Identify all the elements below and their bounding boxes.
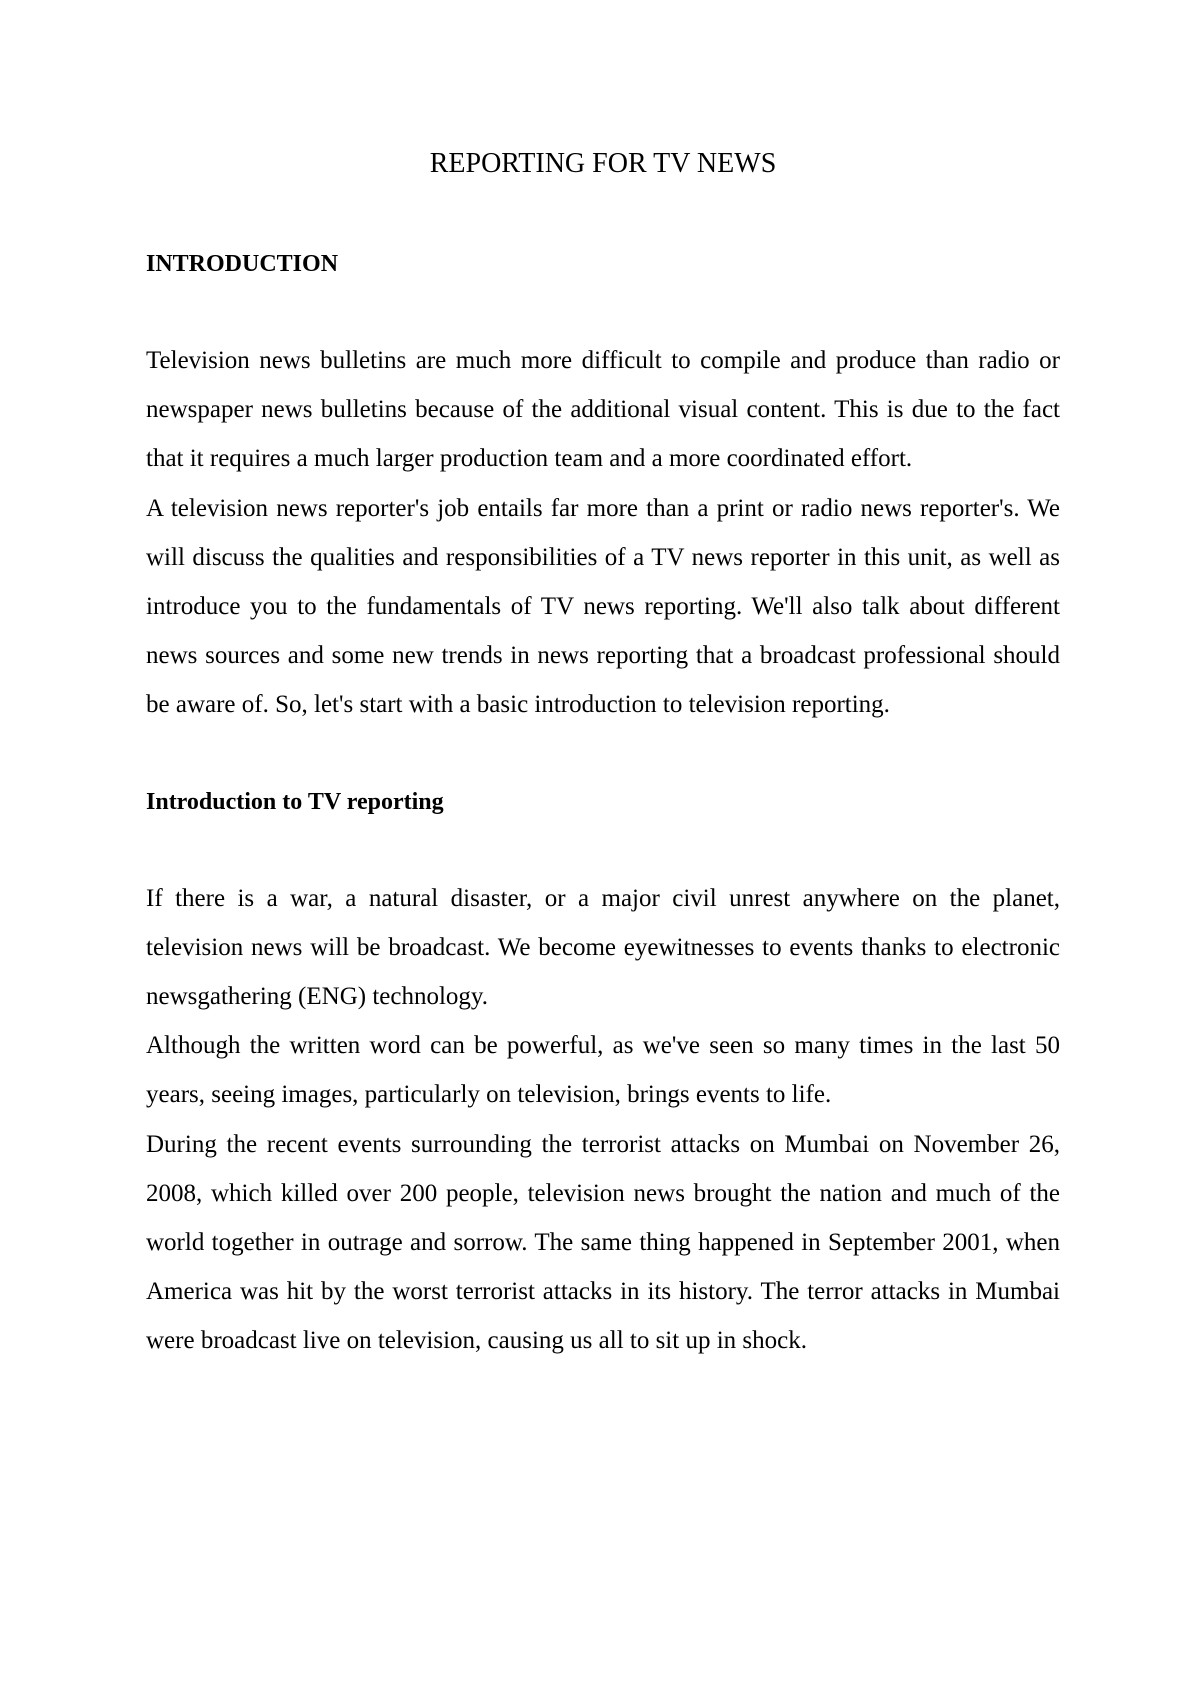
section-introduction	[146, 240, 1060, 730]
paragraph: If there is a war, a natural disaster, or a major civil unrest anywhere on the planet, television news will be broadcast. We become eyewitnesses to events thanks to electronic newsgathering (ENG) technology.	[146, 884, 1060, 1011]
paragraph: During the recent events surrounding the terrorist attacks on Mumbai on November 26, 2008, which killed over 200 people, television news brought the nation and much of the world together in outrage and sorrow. The same thing happened in September 2001, when America was hit by the worst terrorist attacks in its history. The terror attacks in Mumbai were broadcast live on television, causing us all to sit up in shock.	[146, 1130, 1060, 1355]
paragraph: Although the written word can be powerful, as we've seen so many times in the last 50 years, seeing images, particularly on television, brings events to life.	[146, 1032, 1060, 1109]
paragraph: A television news reporter's job entails far more than a print or radio news reporter's. We will discuss the qualities and responsibilities of a TV news reporter in this unit, as well as introduce you to the fundamentals of TV news reporting. We'll also talk about different news sources and some new trends in news reporting that a broadcast professional should be aware of. So, let's start with a basic introduction to television reporting.	[146, 494, 1060, 719]
document-title: REPORTING FOR TV NEWS	[429, 148, 777, 179]
paragraph: Television news bulletins are much more difficult to compile and produce than radio or newspaper news bulletins because of the additional visual content. This is due to the fact that it requires a much larger production team and a more coordinated effort.	[146, 347, 1060, 473]
document-body	[146, 142, 1060, 1366]
section-heading-introduction-to-tv-reporting: Introduction to TV reporting	[146, 788, 444, 815]
section-introduction-to-tv-reporting	[146, 778, 1060, 1366]
section-heading-introduction: INTRODUCTION	[146, 251, 339, 277]
